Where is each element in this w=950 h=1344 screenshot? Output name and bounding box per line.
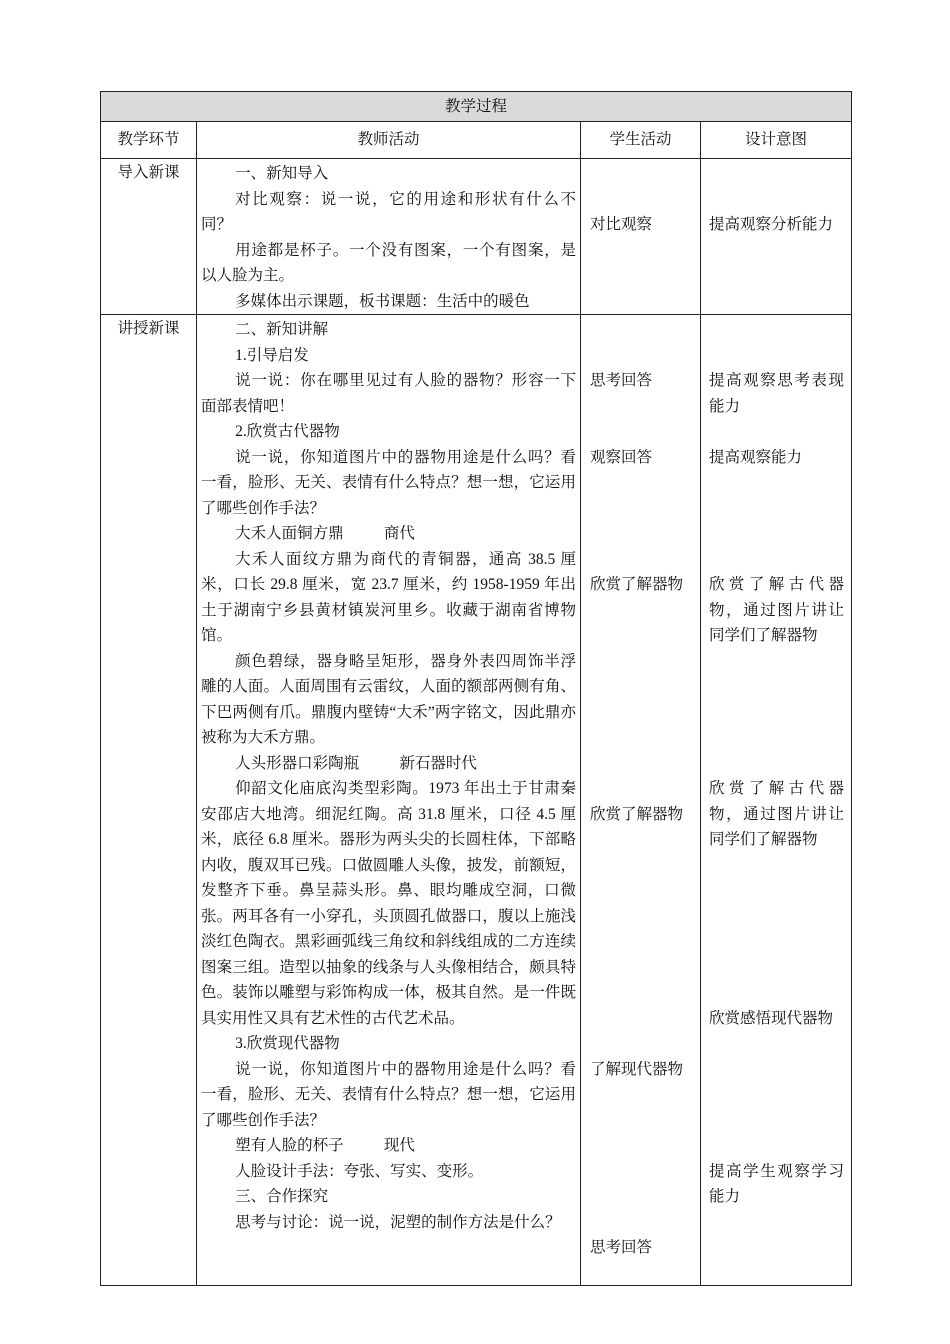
lesson-plan-page: [100, 91, 851, 1286]
teacher-paragraph: 一、新知导入: [235, 165, 329, 182]
teacher-paragraph: 仰韶文化庙底沟类型彩陶。1973 年出土于甘肃秦安邵店大地湾。细泥红陶。高 31.8 厘米，口径 4.5 厘米，底径 6.8 厘米。器形为两头尖的长圆柱体，下部略内收，腹双耳已残。口做圆雕人头像，披发，前额短，发整齐下垂。鼻呈蒜头形。鼻、眼均雕成空洞，口微张。两耳各有一小穿孔，头顶圆孔做器口，腹以上施浅淡红色陶衣。黑彩画弧线三角纹和斜线组成的二方连续图案三组。造型以抽象的线条与人头像相结合，颇具特色。装饰以雕塑与彩饰构成一体，极其自然。是一件既具实用性又具有艺术性的古代艺术品。: [201, 780, 576, 1027]
teacher-activity-cell: [197, 159, 581, 315]
teacher-paragraph: 说一说，你知道图片中的器物用途是什么吗？看一看，脸形、无关、表情有什么特点？想一想，它运用了哪些创作手法？: [201, 1060, 576, 1129]
design-intent-cell: [701, 315, 852, 1286]
teacher-paragraph: 思考与讨论：说一说，泥塑的制作方法是什么？: [235, 1213, 561, 1231]
student-activity: 思考回答: [590, 372, 653, 389]
artifact-era: 商代: [383, 525, 415, 542]
header-design-intent: 设计意图: [701, 122, 852, 159]
artifact-heading: [201, 521, 576, 547]
student-activity: 对比观察: [590, 216, 653, 233]
design-intent: 欣赏了解古代器物，通过图片讲让同学们了解器物: [709, 780, 845, 848]
student-activity: 欣赏了解器物: [590, 576, 684, 593]
teacher-paragraph: 对比观察：说一说，它的用途和形状有什么不同？: [201, 190, 576, 233]
section-stage-label: 导入新课: [101, 159, 197, 315]
table-row: [101, 315, 852, 1286]
teacher-paragraph: 多媒体出示课题，板书课题：生活中的暖色: [235, 292, 530, 310]
student-activity: 观察回答: [590, 448, 653, 466]
teacher-paragraph: 说一说，你知道图片中的器物用途是什么吗？看一看，脸形、无关、表情有什么特点？想一想，它运用了哪些创作手法？: [201, 448, 576, 517]
artifact-name: 人头形器口彩陶瓶: [235, 754, 360, 772]
teacher-paragraph: 3.欣赏现代器物: [235, 1035, 340, 1052]
header-teaching-stage: 教学环节: [101, 122, 197, 159]
table-title: 教学过程: [101, 92, 852, 122]
design-intent: 欣赏感悟现代器物: [709, 1009, 834, 1027]
artifact-era: 现代: [383, 1137, 415, 1154]
design-intent: 提高观察分析能力: [709, 216, 834, 233]
student-activity-cell: [581, 315, 701, 1286]
design-intent: 欣赏了解古代器物，通过图片讲让同学们了解器物: [709, 576, 845, 644]
artifact-heading: [201, 1133, 576, 1159]
section-stage-label: 讲授新课: [101, 315, 197, 1286]
teacher-paragraph: 颜色碧绿，器身略呈矩形，器身外表四周饰半浮雕的人面。人面周围有云雷纹，人面的额部两侧有角、下巴两侧有爪。鼎腹内壁铸“大禾”两字铭文，因此鼎亦被称为大禾方鼎。: [201, 652, 576, 746]
artifact-name: 大禾人面铜方鼎: [235, 525, 344, 542]
table-row: [101, 159, 852, 315]
header-student-activity: 学生活动: [581, 122, 701, 159]
design-intent: 提高观察能力: [709, 448, 803, 466]
teacher-paragraph: 大禾人面纹方鼎为商代的青铜器，通高 38.5 厘米，口长 29.8 厘米，宽 23.7 厘米，约 1958-1959 年出土于湖南宁乡县黄材镇炭河里乡。收藏于湖南省博物馆。: [201, 550, 576, 644]
teacher-paragraph: 二、新知讲解: [235, 321, 329, 338]
artifact-era: 新石器时代: [399, 754, 477, 772]
design-intent: 提高观察思考表现能力: [709, 372, 845, 415]
teacher-paragraph: 三、合作探究: [235, 1188, 329, 1205]
artifact-name: 塑有人脸的杯子: [235, 1137, 344, 1154]
student-activity: 思考回答: [590, 1239, 653, 1256]
student-activity: 了解现代器物: [590, 1060, 684, 1078]
teacher-paragraph: 人脸设计手法：夸张、写实、变形。: [235, 1162, 484, 1180]
teacher-activity-cell: [197, 315, 581, 1286]
teacher-paragraph: 1.引导启发: [235, 346, 309, 364]
teacher-paragraph: 用途都是杯子。一个没有图案，一个有图案，是以人脸为主。: [201, 241, 576, 284]
teacher-paragraph: 说一说：你在哪里见过有人脸的器物？形容一下面部表情吧！: [201, 372, 576, 415]
artifact-heading: [201, 751, 576, 777]
design-intent-cell: [701, 159, 852, 315]
teacher-paragraph: 2.欣赏古代器物: [235, 423, 340, 440]
header-teacher-activity: 教师活动: [197, 122, 581, 159]
design-intent: 提高学生观察学习能力: [709, 1162, 845, 1205]
teaching-process-table: [100, 91, 852, 1286]
student-activity-cell: [581, 159, 701, 315]
student-activity: 欣赏了解器物: [590, 805, 684, 823]
